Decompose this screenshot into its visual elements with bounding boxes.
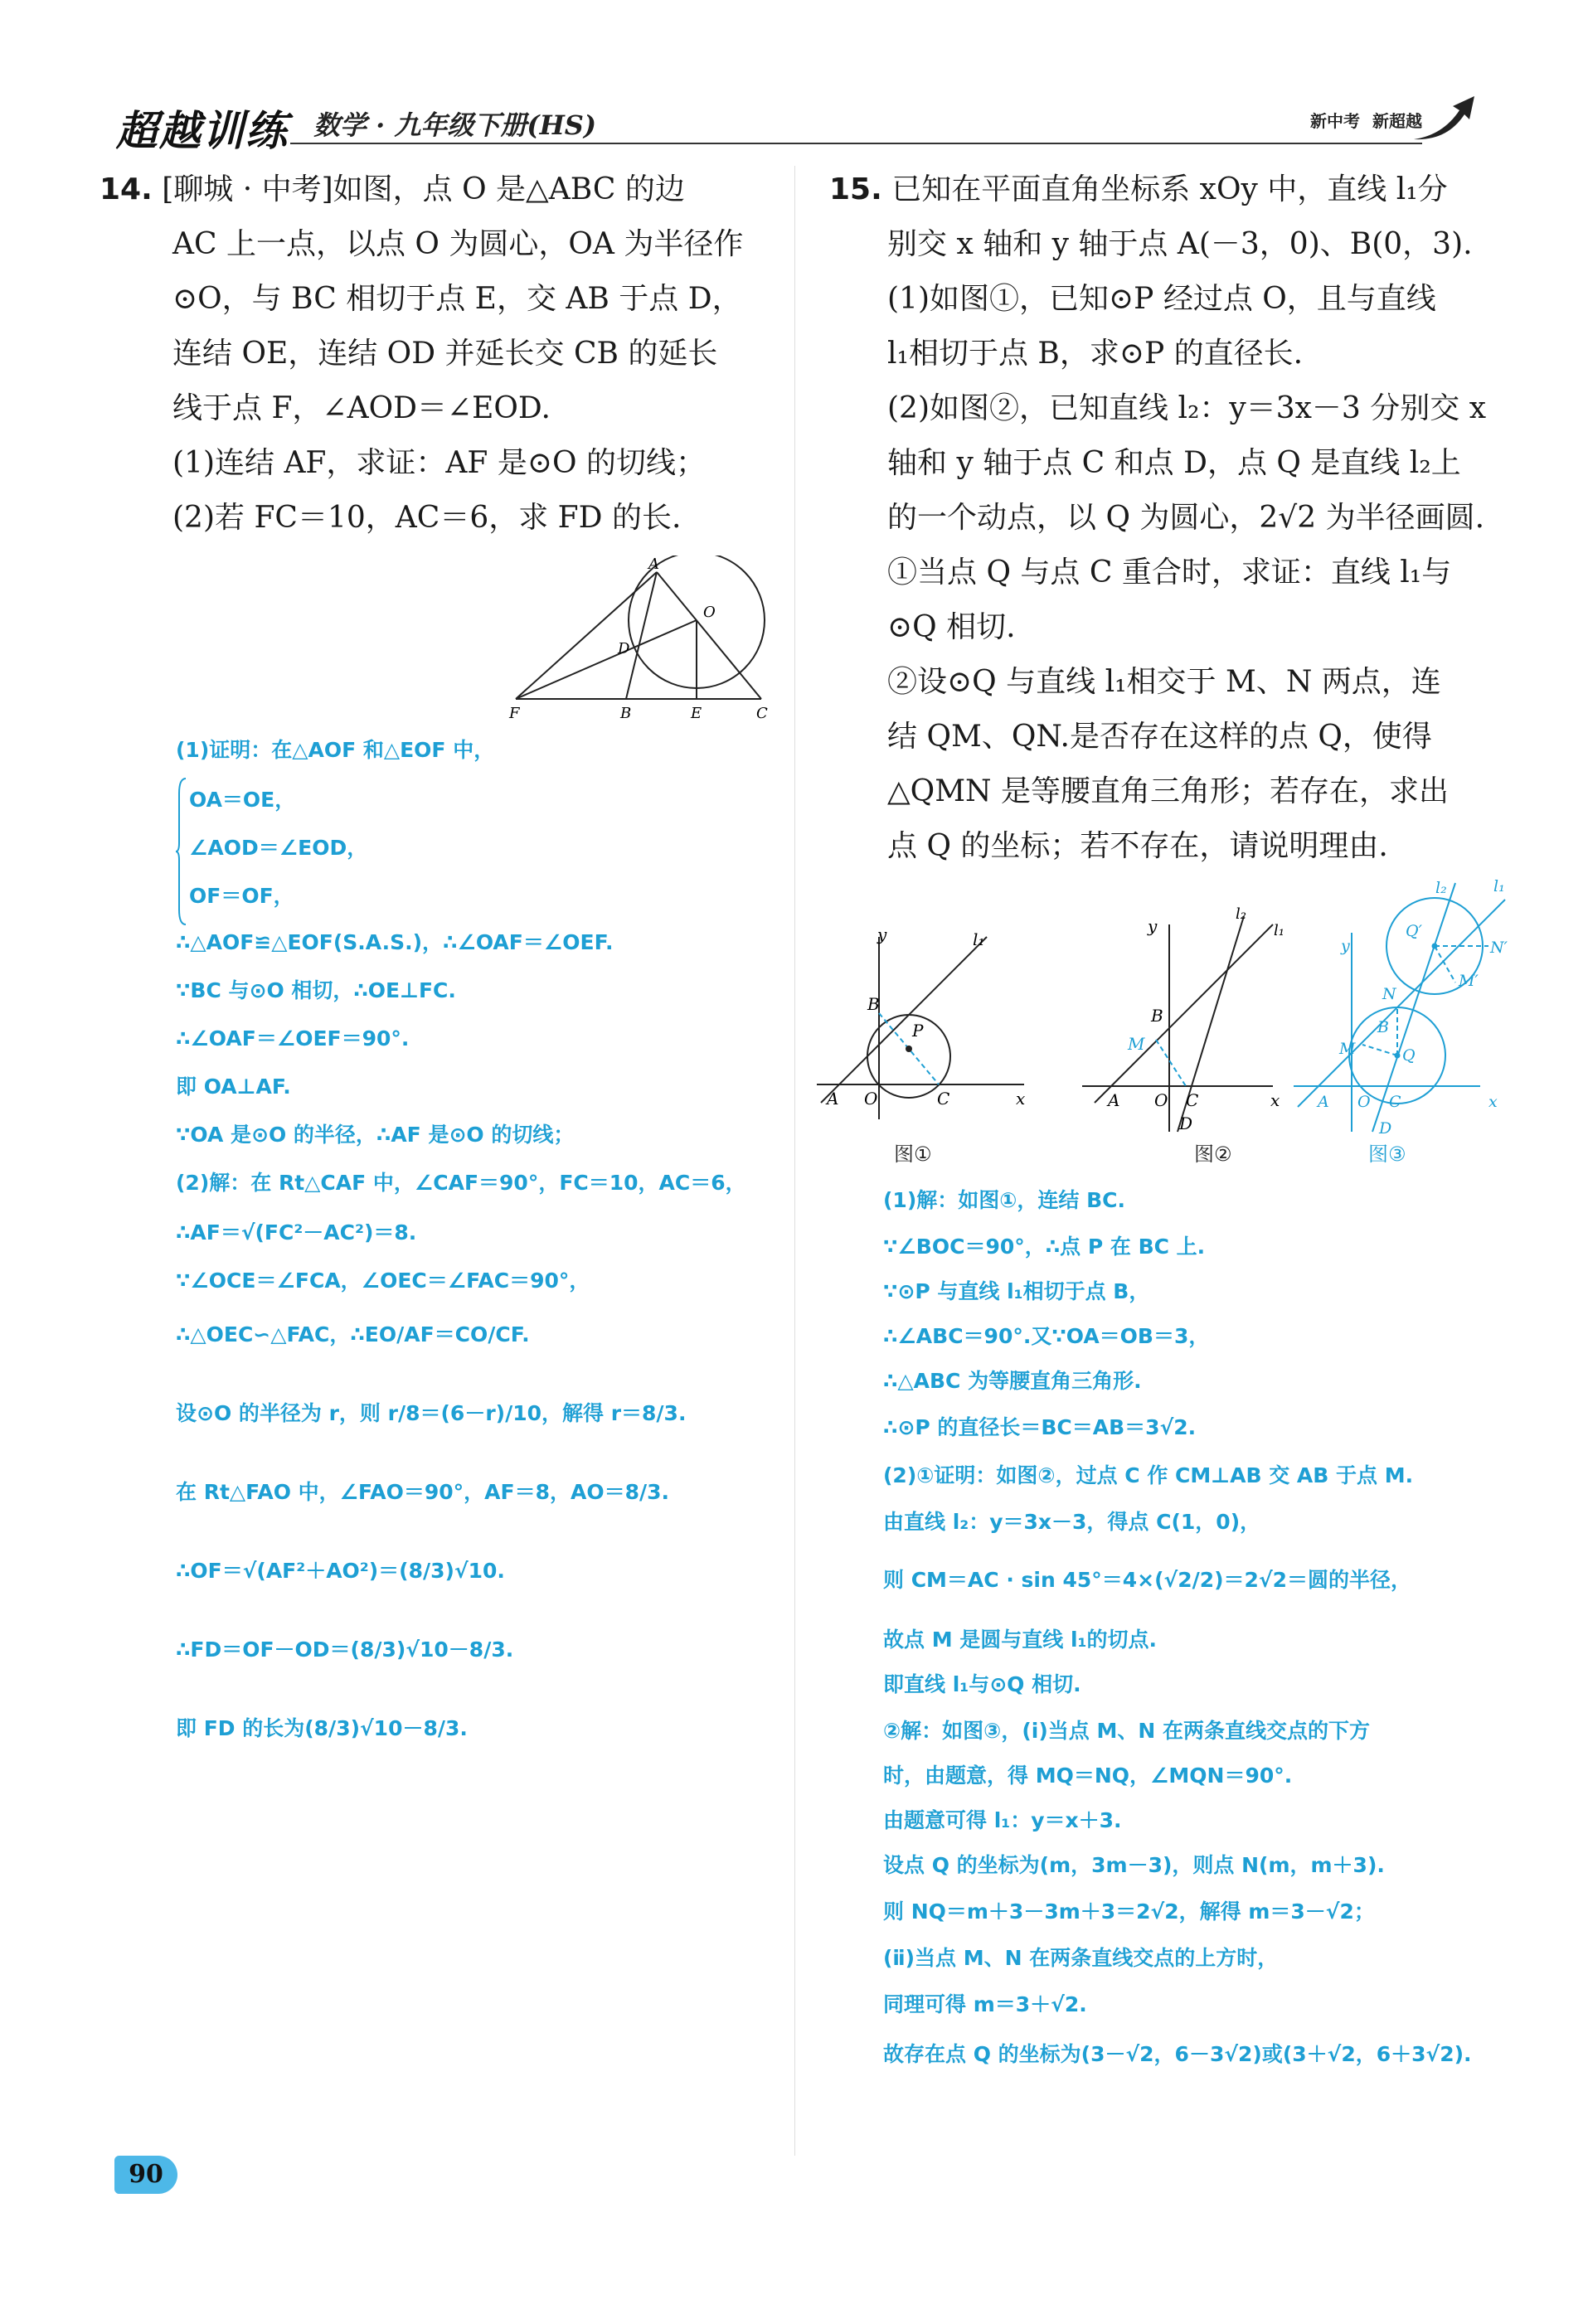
answer-line: 由直线 l₂：y＝3x－3，得点 C(1，0)，: [883, 1510, 1261, 1534]
caption-fig1: 图①: [894, 1143, 932, 1166]
figure-15-3: [1289, 866, 1563, 1140]
point-p: [906, 1046, 912, 1052]
answer-line: ∴△ABC 为等腰直角三角形.: [883, 1369, 1142, 1393]
answer-line: ∴FD＝OF－OD＝(8/3)√10－8/3.: [176, 1637, 514, 1662]
problem-line: 轴和 y 轴于点 C 和点 D，点 Q 是直线 l₂上: [887, 446, 1461, 480]
answer-line: ②解：如图③，(ⅰ)当点 M、N 在两条直线交点的下方: [883, 1719, 1370, 1743]
answer-line: 由题意可得 l₁：y＝x＋3.: [883, 1808, 1122, 1832]
label-m-prime: M′: [1459, 972, 1479, 990]
answer-line: ∴△AOF≌△EOF(S.A.S.)，∴∠OAF＝∠OEF.: [176, 930, 614, 954]
segment-ac: [657, 572, 761, 699]
problem-line: ①当点 Q 与点 C 重合时，求证：直线 l₁与: [887, 556, 1452, 589]
answer-line: (1)证明：在△AOF 和△EOF 中，: [176, 738, 495, 762]
problem-line: ②设⊙Q 与直线 l₁相交于 M、N 两点，连: [887, 665, 1441, 699]
label-l1: l₁: [973, 929, 985, 949]
problem-14: [100, 163, 779, 546]
problem-line: (1)连结 AF，求证：AF 是⊙O 的切线；: [172, 446, 706, 480]
answer-line: OF＝OF，: [189, 884, 294, 908]
arrow-logo-icon: [1410, 90, 1476, 148]
label-x: x: [1016, 1089, 1026, 1109]
label-c: C: [756, 705, 768, 721]
answer-line: 即 FD 的长为(8/3)√10－8/3.: [176, 1716, 468, 1740]
label-o: O: [1357, 1093, 1371, 1111]
label-m: M: [1128, 1034, 1145, 1054]
figure-15-2: [1078, 895, 1294, 1136]
line-l1: [1095, 924, 1273, 1103]
answer-line: 设⊙O 的半径为 r，则 r/8＝(6－r)/10，解得 r＝8/3.: [176, 1401, 687, 1425]
label-y: y: [1148, 916, 1158, 936]
problem-line: (2)如图②，已知直线 l₂：y＝3x－3 分别交 x: [887, 391, 1487, 425]
answer-line: ∴AF＝√(FC²－AC²)＝8.: [176, 1220, 417, 1244]
brace-icon: [176, 777, 187, 926]
problem-line: 点 Q 的坐标；若不存在，请说明理由.: [887, 829, 1388, 863]
answer-line: ∵BC 与⊙O 相切，∴OE⊥FC.: [176, 978, 456, 1002]
problem-line: AC 上一点，以点 O 为圆心，OA 为半径作: [172, 227, 744, 261]
answer-line: (2)①证明：如图②，过点 C 作 CM⊥AB 交 AB 于点 M.: [883, 1463, 1414, 1487]
answer-line: OA＝OE，: [189, 788, 296, 812]
label-d: D: [618, 640, 630, 657]
problem-line: 别交 x 轴和 y 轴于点 A(－3，0)、B(0，3).: [887, 227, 1473, 261]
label-o: O: [864, 1089, 878, 1109]
label-q: Q: [1402, 1046, 1416, 1065]
segment-qm: [1362, 1045, 1397, 1055]
problem-number: 15.: [829, 172, 882, 206]
label-b: B: [867, 994, 880, 1014]
problem-line: ⊙Q 相切.: [887, 610, 1016, 644]
header-rule: [290, 143, 1422, 144]
answer-line: ∵∠OCE＝∠FCA，∠OEC＝∠FAC＝90°，: [176, 1269, 590, 1293]
answer-line: ∵∠BOC＝90°，∴点 P 在 BC 上.: [883, 1235, 1206, 1259]
book-title: 数学 · 九年级下册(HS): [313, 109, 597, 141]
problem-15: [829, 163, 1493, 874]
answer-line: (ⅱ)当点 M、N 在两条直线交点的上方时，: [883, 1946, 1279, 1970]
page-number: 90: [114, 2156, 177, 2194]
label-y: y: [877, 924, 887, 944]
problem-line: 连结 OE，连结 OD 并延长交 CB 的延长: [172, 337, 718, 371]
figure-15-1: [813, 912, 1037, 1136]
label-a: A: [827, 1089, 839, 1109]
label-o: O: [1154, 1090, 1168, 1110]
label-y: y: [1341, 937, 1350, 955]
answer-line: 时，由题意，得 MQ＝NQ，∠MQN＝90°.: [883, 1764, 1293, 1788]
answer-line: ∴△OEC∽△FAC，∴EO/AF＝CO/CF.: [176, 1322, 530, 1346]
column-divider: [794, 166, 795, 2156]
answer-line: 设点 Q 的坐标为(m，3m－3)，则点 N(m，m＋3).: [883, 1853, 1385, 1877]
answer-line: (1)解：如图①，连结 BC.: [883, 1188, 1126, 1212]
answer-line: ∵OA 是⊙O 的半径，∴AF 是⊙O 的切线；: [176, 1123, 575, 1147]
label-n: N: [1382, 985, 1396, 1003]
label-l1: l₁: [1274, 922, 1284, 939]
answer-15: [883, 1184, 1563, 2096]
label-l1: l₁: [1493, 877, 1505, 895]
answer-line: 故点 M 是圆与直线 l₁的切点.: [883, 1628, 1158, 1652]
answer-14: [176, 734, 773, 1762]
answer-line: 即 OA⊥AF.: [176, 1075, 291, 1099]
label-c: C: [937, 1089, 950, 1109]
label-m: M: [1339, 1040, 1356, 1058]
label-n-prime: N′: [1490, 939, 1508, 957]
line-l2: [1372, 883, 1455, 1132]
point-q-prime: [1432, 944, 1438, 949]
label-d: D: [1379, 1119, 1392, 1138]
label-b: B: [1151, 1006, 1163, 1026]
tag-new-surpass: 新超越: [1372, 111, 1422, 131]
problem-line: △QMN 是等腰直角三角形；若存在，求出: [887, 774, 1450, 808]
answer-line: ∴OF＝√(AF²＋AO²)＝(8/3)√10.: [176, 1559, 505, 1583]
label-x: x: [1488, 1093, 1498, 1111]
problem-line: (1)如图①，已知⊙P 经过点 O，且与直线: [887, 282, 1436, 316]
problem-line: [聊城 · 中考]如图，点 O 是△ABC 的边: [162, 172, 685, 206]
label-a: A: [1108, 1090, 1120, 1110]
point-q: [1395, 1053, 1401, 1059]
problem-line: 线于点 F，∠AOD＝∠EOD.: [172, 391, 551, 425]
caption-fig3: 图③: [1368, 1143, 1406, 1166]
label-p: P: [912, 1021, 924, 1041]
figure-14: [498, 556, 779, 721]
answer-line: 同理可得 m＝3＋√2.: [883, 1992, 1087, 2016]
label-c: C: [1186, 1090, 1199, 1110]
answer-line: ∴∠OAF＝∠OEF＝90°.: [176, 1026, 410, 1050]
label-l2: l₂: [1435, 879, 1447, 897]
problem-number: 14.: [100, 172, 153, 206]
label-b: B: [1377, 1018, 1389, 1036]
problem-line: ⊙O，与 BC 相切于点 E，交 AB 于点 D，: [172, 282, 742, 316]
segment-fo: [516, 620, 697, 699]
segment-cm: [1156, 1040, 1186, 1086]
label-a: A: [1318, 1093, 1329, 1111]
answer-line: ∠AOD＝∠EOD，: [189, 836, 368, 860]
caption-fig2: 图②: [1194, 1143, 1232, 1166]
problem-line: l₁相切于点 B，求⊙P 的直径长.: [887, 337, 1304, 371]
answer-line: 即直线 l₁与⊙Q 相切.: [883, 1672, 1081, 1696]
label-x: x: [1270, 1090, 1280, 1110]
problem-line: (2)若 FC＝10，AC＝6，求 FD 的长.: [172, 501, 682, 535]
label-c: C: [1389, 1093, 1401, 1111]
problem-line: 结 QM、QN.是否存在这样的点 Q，使得: [887, 720, 1432, 754]
answer-line: 则 NQ＝m＋3－3m＋3＝2√2，解得 m＝3－√2；: [883, 1899, 1375, 1924]
problem-line: 的一个动点，以 Q 为圆心，2√2 为半径画圆.: [887, 501, 1485, 535]
label-l2: l₂: [1236, 905, 1246, 923]
label-f: F: [509, 705, 520, 721]
brand-title: 超越训练: [116, 107, 289, 155]
answer-line: ∴⊙P 的直径长＝BC＝AB＝3√2.: [883, 1415, 1197, 1439]
answer-line: (2)解：在 Rt△CAF 中，∠CAF＝90°，FC＝10，AC＝6，: [176, 1171, 746, 1195]
answer-line: ∵⊙P 与直线 l₁相切于点 B，: [883, 1279, 1150, 1303]
problem-line: 已知在平面直角坐标系 xOy 中，直线 l₁分: [891, 172, 1448, 206]
answer-line: 在 Rt△FAO 中，∠FAO＝90°，AF＝8，AO＝8/3.: [176, 1480, 669, 1504]
line-l1: [821, 937, 987, 1103]
label-b: B: [620, 705, 632, 721]
tag-new-exam: 新中考: [1310, 111, 1360, 131]
label-e: E: [691, 705, 702, 721]
label-a: A: [648, 556, 659, 573]
answer-line: 则 CM＝AC · sin 45°＝4×(√2/2)＝2√2＝圆的半径，: [883, 1568, 1412, 1592]
answer-line: ∴∠ABC＝90°.又∵OA＝OB＝3，: [883, 1324, 1210, 1348]
label-d: D: [1179, 1113, 1193, 1133]
answer-line: 故存在点 Q 的坐标为(3－√2，6－3√2)或(3＋√2，6＋3√2).: [883, 2042, 1472, 2066]
line-l1: [1298, 900, 1505, 1107]
label-o: O: [703, 604, 716, 621]
segment-fa: [516, 572, 657, 699]
label-q-prime: Q′: [1406, 922, 1422, 940]
